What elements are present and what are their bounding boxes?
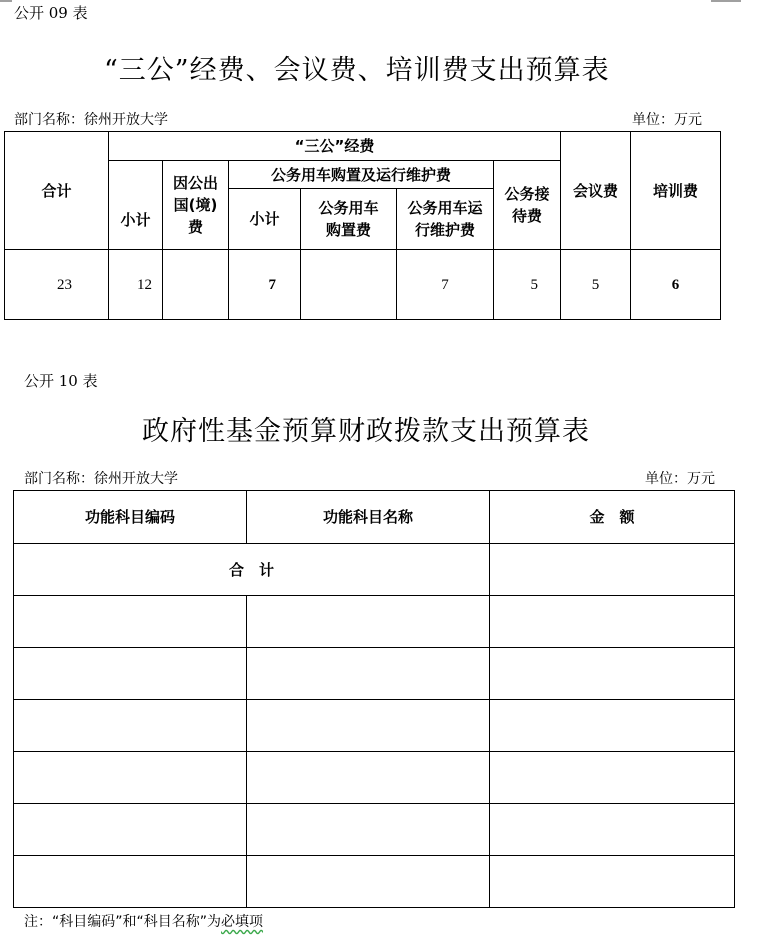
cell-name xyxy=(247,804,490,856)
table10-unit: 单位：万元 xyxy=(645,471,715,487)
cell-name xyxy=(247,856,490,908)
cell-code xyxy=(14,596,247,648)
cell-abroad xyxy=(163,250,229,320)
header-function-code: 功能科目编码 xyxy=(14,491,247,544)
table10-label: 公开 10 表 xyxy=(24,372,98,390)
header-vehicle-group: 公务用车购置及运行维护费 xyxy=(229,161,494,189)
cell-name xyxy=(247,700,490,752)
cell-subtotal: 12 xyxy=(109,250,163,320)
header-vehicle-purchase-line1: 公务用车 xyxy=(318,199,379,217)
cell-name xyxy=(247,648,490,700)
table-row xyxy=(14,700,735,752)
header-vehicle-operation-line1: 公务用车运 xyxy=(407,199,483,217)
cell-code xyxy=(14,856,247,908)
cell-reception: 5 xyxy=(494,250,561,320)
page-edge-left xyxy=(0,0,12,2)
header-vehicle-operation xyxy=(397,189,494,250)
cell-amount xyxy=(490,648,735,700)
header-amount: 金 额 xyxy=(490,491,735,544)
header-total: 合计 xyxy=(5,132,109,250)
header-abroad-line3: 费 xyxy=(187,218,203,236)
cell-vehicle-subtotal: 7 xyxy=(229,250,301,320)
header-abroad-line1: 因公出 xyxy=(172,174,218,192)
table10-title: 政府性基金预算财政拨款支出预算表 xyxy=(142,416,590,447)
note-prefix: 注：“科目编码”和“科目名称”为 xyxy=(24,914,222,930)
table09-label: 公开 09 表 xyxy=(14,4,88,22)
government-fund-budget-table xyxy=(13,490,735,908)
header-vehicle-purchase xyxy=(301,189,397,250)
header-meeting: 会议费 xyxy=(561,132,631,250)
header-reception xyxy=(494,161,561,250)
cell-amount xyxy=(490,596,735,648)
header-vehicle-subtotal: 小计 xyxy=(229,189,301,250)
header-abroad xyxy=(163,161,229,250)
cell-meeting: 5 xyxy=(561,250,631,320)
table10-department: 部门名称：徐州开放大学 xyxy=(24,471,178,487)
header-function-name: 功能科目名称 xyxy=(247,491,490,544)
cell-name xyxy=(247,596,490,648)
cell-name xyxy=(247,752,490,804)
table09-unit: 单位：万元 xyxy=(632,112,702,128)
cell-code xyxy=(14,804,247,856)
header-reception-line1: 公务接 xyxy=(504,185,550,203)
sangong-budget-table xyxy=(4,131,721,320)
cell-code xyxy=(14,700,247,752)
cell-amount xyxy=(490,804,735,856)
cell-amount xyxy=(490,700,735,752)
cell-amount xyxy=(490,856,735,908)
cell-vehicle-purchase xyxy=(301,250,397,320)
header-training: 培训费 xyxy=(631,132,721,250)
header-vehicle-purchase-line2: 购置费 xyxy=(325,221,371,239)
cell-code xyxy=(14,752,247,804)
table09-department: 部门名称：徐州开放大学 xyxy=(14,112,168,128)
page-edge-right xyxy=(711,0,741,2)
header-abroad-line2: 国(境) xyxy=(173,196,218,214)
cell-code xyxy=(14,648,247,700)
cell-training: 6 xyxy=(631,250,721,320)
table-row xyxy=(14,856,735,908)
table-row xyxy=(14,648,735,700)
header-reception-line2: 待费 xyxy=(511,207,542,225)
total-label: 合 计 xyxy=(14,544,490,596)
cell-total: 23 xyxy=(5,250,109,320)
cell-vehicle-operation: 7 xyxy=(397,250,494,320)
header-vehicle-operation-line2: 行维护费 xyxy=(414,221,475,239)
note-required: 必填项 xyxy=(221,914,264,930)
total-amount xyxy=(490,544,735,596)
table-row xyxy=(14,596,735,648)
table-row xyxy=(14,804,735,856)
table10-note xyxy=(24,911,263,931)
table09-title: “三公”经费、会议费、培训费支出预算表 xyxy=(104,55,610,86)
header-sangong: “三公”经费 xyxy=(109,132,561,161)
table-row xyxy=(14,752,735,804)
cell-amount xyxy=(490,752,735,804)
header-subtotal: 小计 xyxy=(109,161,163,250)
